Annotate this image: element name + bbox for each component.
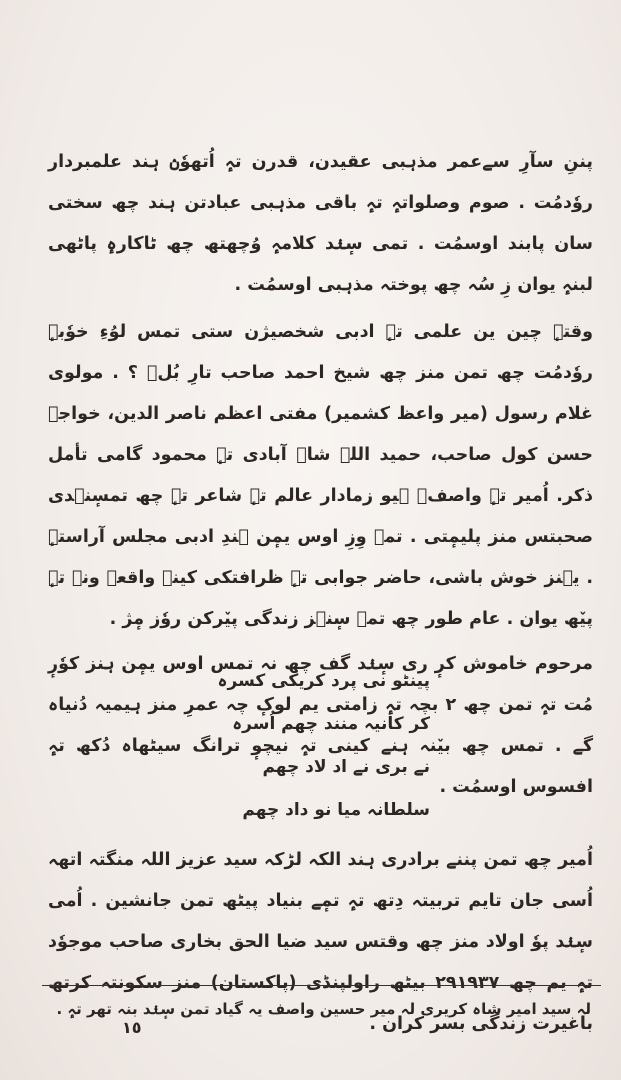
- poem-line: پینٹو نی پرد کریکی کسرہ: [217, 671, 430, 691]
- footnote-divider: [42, 985, 601, 986]
- paragraph-3: مرحوم خاموش کرٕ ری سٕنٛد گف چھ نہ تمس اوس یمٕن ہنز کوٗرٕ مُت تہٕ تمن چھ ۲ بچہ تہٕ زامتی یم لوکٕ چہ عمرِ منز ہیمیہ دُنیاہ گے . تمس چھ بیٚنہ ہنے کینی تہٕ نیچوٕ ترانگ سیٹھاہ دُکھ تہٕ افسوس اوسمُت .: [48, 654, 593, 797]
- footnote: لہ سید امیر شاہ کریری لہ میر حسین واصف یہ گیاد تمن سٕنٛد بنہ تھر تہٕ .: [56, 1000, 591, 1018]
- poem-line: سلطانہ میا نو داد چھم: [242, 800, 430, 820]
- closing-paragraph: اُمیر چھ تمن پننے برادری ہند الکہ لڑکہ سید عزیز اللہ منگتہ اتھہ اُسی جان تایم تربیتہ دِتھ تہٕ تمٕے بنیاد پیٹھ تمن جانشین . اُمی سٕنٛد پوٗ اولاد منز چھ وقتس سید ضیا الحق بخاری صاحب موجوٗد تہٕ یم چھ ۲۹۱۹۳۷ بیٹھ راولپنڈی (پاکستان) منز سکونتہ کرتھ باغیرت زندگی بسر کران .: [48, 849, 593, 1034]
- page-number: ١٥: [122, 1018, 142, 1037]
- paragraph-1: پننِ سآرِ سےعمر مذہبی عقیدن، قدرن تہٕ اُتھوٗنٛ ہند علمبردار روٗدمُت . صوم وصلواتہٕ تہٕ باقی مذہبی عبادتن ہند چھ سختی سان پابند اوسمُت . تمی سٕنٛد کلامہٕ وُچھتھ چھ ٹاکارہٕ پاٹھی لبنہٕ یوان زِ سُہ چھ پوختہ مذہبی اوسمُت .: [48, 152, 593, 295]
- poem-verse: [200, 660, 430, 832]
- paragraph-2: وقتہٕ چین ین علمی تہٕ ادبی شخصیژن ستی تمس لوُءِ خوٗبہٕ روٗدمُت چھ تمن منز چھ شیخ احمد صاحب تارِ بُلؔ ؟ . مولوی غلام رسول (میر واعظ کشمیر) مفتی اعظم ناصر الدین، خواجہ حسن کول صاحب، حمید اللہ شاہ آبادی تہٕ محمود گامی تأمل ذکر. اُمیر تہٕ واصفؔ ہیو زمادار عالم تہٕ شاعر تہٕ چھ تمسٕنٛدی صحبتس منز پلیمٕتی . تمہ وِزِ اوس یمٕن ہندِ ادبی مجلس آراستہٕ . یہنز خوش باشی، حاضر جوابی تہٕ ظرافتکی کینہ واقعہ ونہ تہٕ پیٚھ یوان . عام طور چھ تمہ سٕنٛز زندگی پیٚرکن روٗز مٕژ .: [48, 322, 593, 629]
- poem-line: کر کانیہ منند چھم اُسرہ: [232, 714, 430, 734]
- poem-line: نے بری نے اد لاد چھم: [262, 757, 430, 777]
